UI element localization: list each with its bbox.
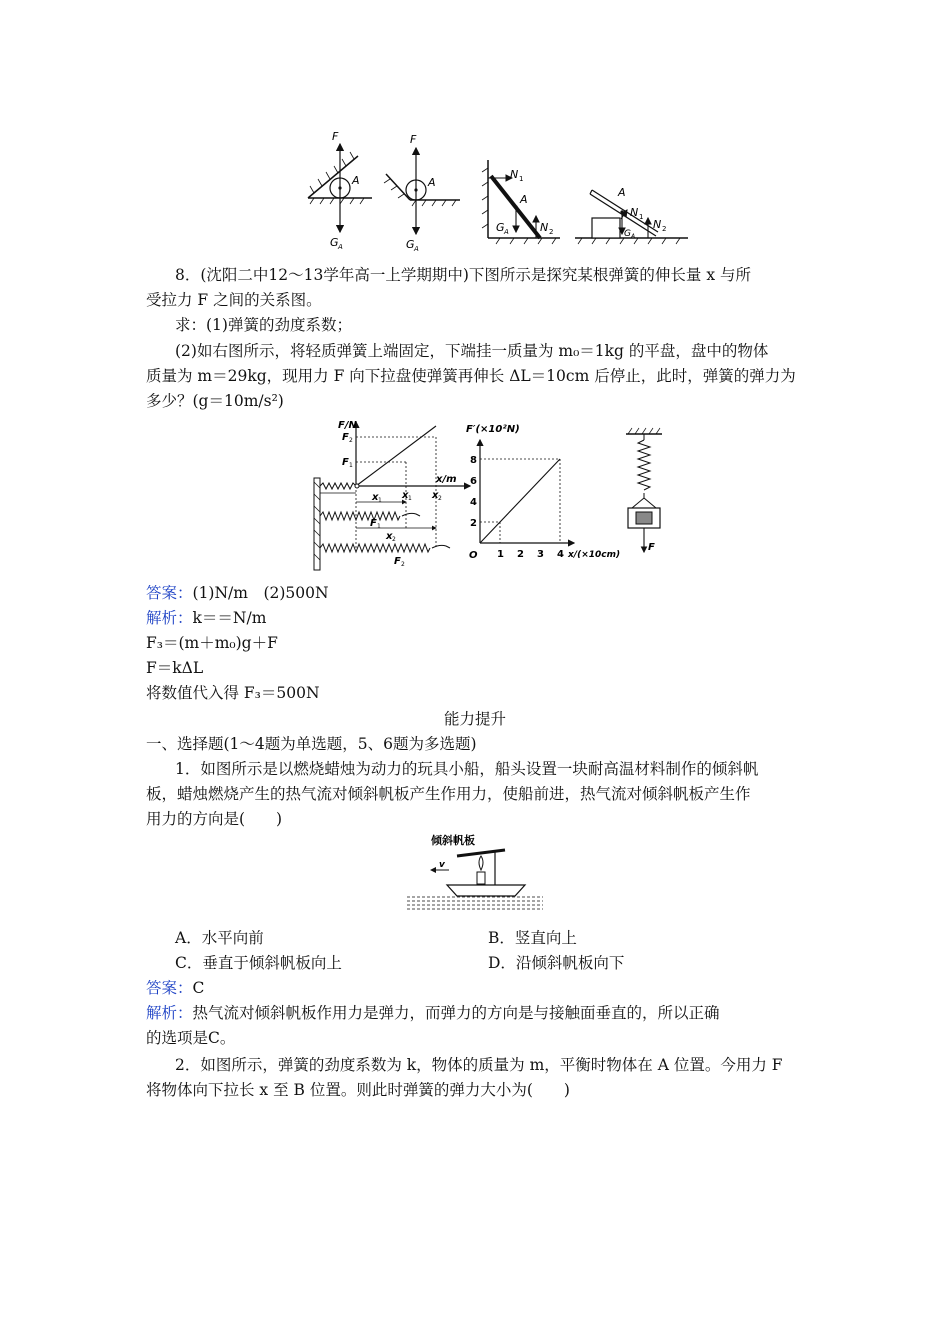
q8-line6: 多少？(g＝10m/s²) [146, 392, 284, 410]
q8-eq2: F＝kΔL [146, 659, 204, 677]
section-subtitle: 一、选择题(1～4题为单选题，5、6题为多选题) [146, 735, 477, 753]
answer-label: 答案： [146, 584, 193, 602]
label-f: F [332, 130, 339, 143]
figure-force-diagrams [300, 128, 690, 253]
q1-answer [146, 978, 204, 998]
x-tick-1: 1 [497, 549, 504, 560]
label-g-sub: A [338, 243, 343, 251]
label-x2: x [432, 490, 439, 501]
sail-label: 倾斜帆板 [431, 834, 475, 847]
y-tick-2: 2 [470, 518, 477, 529]
label-f: F [410, 133, 417, 146]
diagram-3 [482, 160, 560, 244]
q1-line2: 板，蜡烛燃烧产生的热气流对倾斜帆板产生作用力，使船前进，热气流对倾斜帆板产生作 [146, 785, 751, 803]
q8-eq1: F₃＝(m＋m₀)g＋F [146, 634, 278, 652]
label-n1: N [630, 206, 639, 219]
hanging-spring [626, 428, 662, 553]
velocity-label: v [439, 860, 445, 870]
label-F2: F [394, 556, 401, 567]
y-tick-4: 4 [470, 497, 477, 508]
q2-line2: 将物体向下拉长 x 至 B 位置。则此时弹簧的弹力大小为( ) [146, 1081, 570, 1099]
label-x2b: x [386, 531, 393, 542]
diagram-1 [308, 130, 372, 251]
label-g-sub: A [504, 228, 509, 236]
q1-option-b: B．竖直向上 [488, 929, 577, 947]
x-tick-2: 2 [517, 549, 524, 560]
section-title: 能力提升 [443, 710, 506, 728]
q8-jiexi [146, 608, 266, 628]
q2-line1: 2．如图所示，弹簧的劲度系数为 k，物体的质量为 m，平衡时物体在 A 位置。今用力 F [175, 1056, 783, 1074]
q1-option-a: A．水平向前 [175, 929, 264, 947]
label-g: G [624, 229, 631, 239]
label-g: G [406, 238, 415, 251]
answer-text: (1)N/m (2)500N [192, 584, 329, 602]
q8-line3: 求：(1)弹簧的劲度系数； [175, 316, 352, 334]
y-tick-8: 8 [470, 455, 477, 466]
q8-line4: (2)如右图所示，将轻质弹簧上端固定，下端挂一质量为 m₀＝1kg 的平盘，盘中的物体 [175, 342, 769, 360]
label-F1-sub: 1 [377, 523, 381, 530]
graph-y-label: F′(×10²N) [466, 424, 520, 435]
q8-line2: 受拉力 F 之间的关系图。 [146, 291, 322, 309]
label-g-sub: A [414, 245, 419, 253]
q8-eq3: 将数值代入得 F₃＝500N [146, 684, 320, 702]
label-a: A [618, 186, 626, 199]
jiexi-label: 解析： [146, 1004, 193, 1022]
label-f2-sub: 2 [349, 437, 353, 444]
x-axis-label: x/m [436, 474, 457, 485]
label-x2-sub: 2 [438, 495, 442, 502]
label-a: A [428, 176, 436, 189]
graph-x-label: x/(×10cm) [568, 550, 621, 560]
label-n1-sub: 1 [639, 213, 644, 221]
label-g: G [330, 236, 339, 249]
label-f: F [648, 542, 655, 553]
jiexi-text: 热气流对倾斜帆板作用力是弹力，而弹力的方向是与接触面垂直的，所以正确 [192, 1004, 720, 1022]
x-tick-4: 4 [557, 549, 564, 560]
label-g: G [496, 221, 505, 234]
x-tick-3: 3 [537, 549, 544, 560]
data-series-line [480, 459, 560, 543]
label-F2-sub: 2 [401, 561, 405, 568]
answer-text: C [192, 979, 205, 997]
label-x2b-sub: 2 [392, 536, 396, 543]
label-x1b-sub: 1 [378, 497, 382, 504]
label-F1: F [370, 518, 377, 529]
label-a: A [352, 174, 360, 187]
label-f1: F [342, 457, 349, 468]
q1-line1: 1．如图所示是以燃烧蜡烛为动力的玩具小船，船头设置一块耐高温材料制作的倾斜帆 [175, 760, 759, 778]
jiexi-label: 解析： [146, 609, 193, 627]
q1-line3: 用力的方向是( ) [146, 810, 283, 828]
label-x1: x [402, 490, 409, 501]
y-tick-6: 6 [470, 476, 477, 487]
graph-origin: O [469, 550, 478, 561]
q8-answer [146, 583, 329, 603]
q1-option-d: D．沿倾斜帆板向下 [488, 954, 625, 972]
diagram-2 [384, 133, 460, 253]
q1-jiexi-line2: 的选项是C。 [146, 1029, 236, 1047]
spring-apparatus [314, 420, 470, 570]
q8-line5: 质量为 m＝29kg，现用力 F 向下拉盘使弹簧再伸长 ΔL＝10cm 后停止，此时，弹簧的弹力为 [146, 367, 796, 385]
jiexi-text: k＝＝N/m [192, 609, 267, 627]
label-x1b: x [372, 492, 379, 503]
label-n2: N [540, 221, 549, 234]
label-g-sub: A [631, 233, 636, 240]
graph-force-extension [466, 424, 620, 561]
answer-label: 答案： [146, 979, 193, 997]
q8-line1: 8．(沈阳二中12～13学年高一上学期期中)下图所示是探究某根弹簧的伸长量 x 与所 [175, 266, 751, 284]
label-n1: N [510, 168, 519, 181]
q1-jiexi [146, 1003, 720, 1023]
label-a: A [520, 193, 528, 206]
figure-q8 [310, 418, 680, 573]
label-n2-sub: 2 [549, 228, 554, 236]
q1-option-c: C．垂直于倾斜帆板向上 [175, 954, 342, 972]
y-axis-label: F/N [338, 420, 357, 431]
label-n1-sub: 1 [519, 175, 524, 183]
diagram-4 [575, 186, 688, 244]
label-f2: F [342, 432, 349, 443]
label-f1-sub: 1 [349, 462, 353, 469]
label-n2: N [653, 218, 662, 231]
figure-candle-boat [405, 830, 545, 920]
label-x1-sub: 1 [408, 495, 412, 502]
label-n2-sub: 2 [662, 225, 667, 233]
